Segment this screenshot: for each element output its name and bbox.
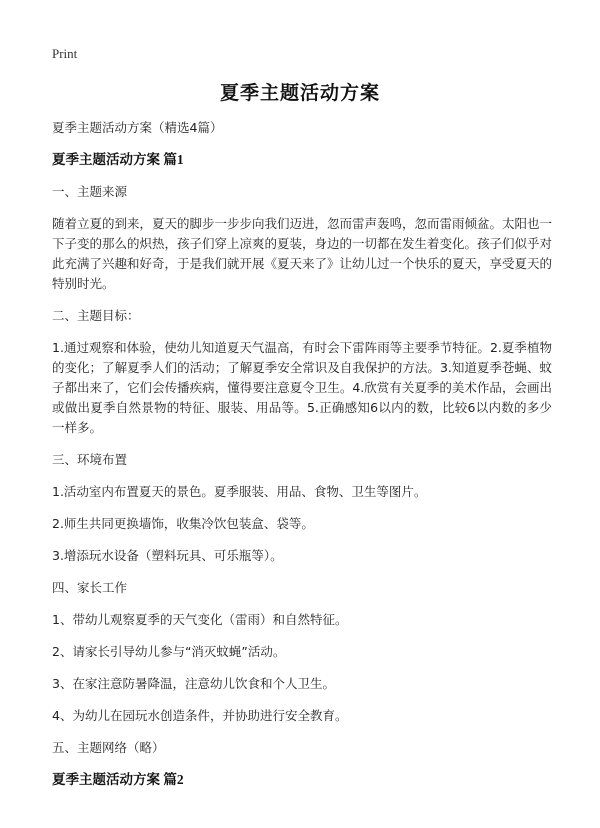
list-item: 2、请家长引导幼儿参与“消灭蚊蝇”活动。 (52, 644, 286, 659)
section-body-source: 随着立夏的到来，夏天的脚步一步步向我们迈进，忽而雷声轰鸣，忽而雷雨倾盆。太阳也一下子变的那么的炽热，孩子们穿上凉爽的夏装，身边的一切都在发生着变化。孩子们似乎对此充满了兴趣和好奇，于是我们就开展《夏天来了》让幼儿过一个快乐的夏天，享受夏天的特别时光。 (52, 216, 553, 291)
document-body (52, 118, 552, 790)
list-item: 4、为幼儿在园玩水创造条件，并协助进行安全教育。 (52, 708, 348, 723)
print-link[interactable]: Print (52, 46, 78, 61)
list-item: 3.增添玩水设备（塑料玩具、可乐瓶等）。 (52, 548, 283, 563)
section-heading-network: 五、主题网络（略） (52, 740, 165, 755)
section-heading-goals: 二、主题目标： (52, 308, 140, 323)
article-heading-2: 夏季主题活动方案 篇2 (52, 772, 184, 787)
section-heading-source: 一、主题来源 (52, 184, 128, 199)
section-body-goals: 1.通过观察和体验，使幼儿知道夏天气温高，有时会下雷阵雨等主要季节特征。2.夏季植物的变化；了解夏季人们的活动；了解夏季安全常识及自我保护的方法。3.知道夏季苍蝇、蚊子都出来了，它们会传播疾病，懂得要注意夏令卫生。4.欣赏有关夏季的美术作品，会画出或做出夏季自然景物的特征、服装、用品等。5.正确感知6以内的数，比较6以内数的多少一样多。 (52, 340, 552, 435)
section-heading-environment: 三、环境布置 (52, 452, 128, 467)
list-item: 3、在家注意防暑降温，注意幼儿饮食和个人卫生。 (52, 676, 335, 691)
page-title: 夏季主题活动方案 (219, 82, 380, 104)
article-heading-1: 夏季主题活动方案 篇1 (52, 152, 184, 167)
list-item: 2.师生共同更换墙饰，收集冷饮包装盒、袋等。 (52, 516, 314, 531)
document-subtitle: 夏季主题活动方案（精选4篇） (52, 120, 223, 135)
list-item: 1、带幼儿观察夏季的天气变化（雷雨）和自然特征。 (52, 612, 348, 627)
list-item: 1.活动室内布置夏天的景色。夏季服装、用品、食物、卫生等图片。 (52, 484, 427, 499)
section-heading-parents: 四、家长工作 (52, 580, 128, 595)
